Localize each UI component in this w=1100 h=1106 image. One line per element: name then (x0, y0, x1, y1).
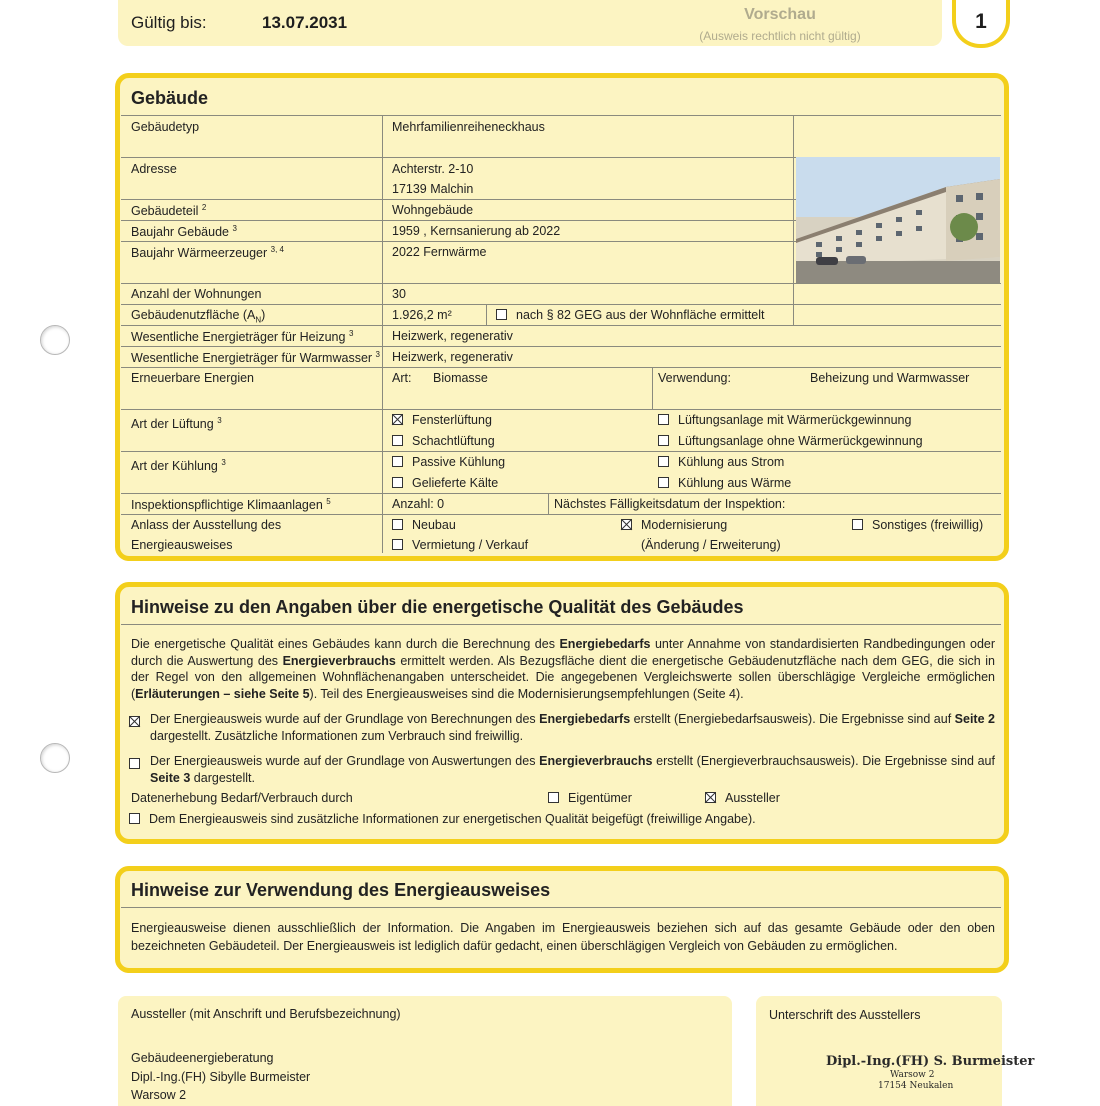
kuehlung-option-strom[interactable]: Kühlung aus Strom (658, 455, 784, 469)
anlass-option-sonstiges[interactable]: Sonstiges (freiwillig) (852, 518, 983, 532)
verwendung-text: Energieausweise dienen ausschließlich der Information. Die Angaben im Energieausweis beziehen sich auf das gesamte Gebäude oder den oben bezeichneten Gebäudeteil. Der Energieausweis ist lediglich dafür gedacht, einen überschlägigen Vergleich von Gebäuden zu ermöglichen. (131, 921, 995, 953)
checkbox-icon[interactable] (658, 477, 669, 488)
option-energiebedarf: Der Energieausweis wurde auf der Grundlage von Berechnungen des Energiebedarfs erstellt (Energiebedarfsausweis). Die Ergebnisse sind auf Seite 2 dargestellt. Zusätzliche Informationen zum Verbrauch sind freiwillig. (150, 712, 995, 743)
lueftung-option-schacht[interactable]: Schachtlüftung (392, 434, 495, 448)
kuehlung-option-kaelte[interactable]: Gelieferte Kälte (392, 476, 498, 490)
anlass-option-modernisierung[interactable]: Modernisierung (621, 518, 727, 532)
aussteller-line3: Warsow 2 (131, 1088, 187, 1102)
checkbox-icon[interactable] (392, 519, 403, 530)
baujahr-waermeerzeuger-value: 2022 Fernwärme (392, 245, 487, 259)
checkbox-icon[interactable] (129, 758, 140, 769)
gebaeudetyp-label: Gebäudetyp (131, 120, 200, 134)
punch-hole-icon (40, 743, 70, 773)
building-photo (796, 157, 1000, 283)
checkbox-icon[interactable] (658, 435, 669, 446)
baujahr-value: 1959 , Kernsanierung ab 2022 (392, 224, 561, 238)
checkbox-icon[interactable] (852, 519, 863, 530)
divider (121, 624, 1001, 625)
qualitaet-intro: Die energetische Qualität eines Gebäudes kann durch die Berechnung des Energiebedarfs unter Annahme von standardisierten Randbedingungen oder durch die Auswertung des Energieverbrauchs ermittelt werden. Als Bezugsfläche dient die energetische Gebäudenutzfläche nach dem GEG, die sich in der Regel von den allgemeinen Wohnflächenangaben unterscheidet. Die angegebenen Vergleichswerte sollen überschlägige Vergleiche ermöglichen (Erläuterungen – siehe Seite 5). Teil des Energieausweises sind die Modernisierungsempfehlungen (Seite 4). (131, 637, 996, 701)
kuehlung-label: Art der Kühlung $^3$ (131, 458, 226, 474)
lueftung-option-ohne-wrg[interactable]: Lüftungsanlage ohne Wärmerückgewinnung (658, 434, 923, 448)
wohnungen-label: Anzahl der Wohnungen (131, 287, 262, 301)
aussteller-line2: Dipl.-Ing.(FH) Sibylle Burmeister (131, 1070, 311, 1084)
nutzflaeche-value: 1.926,2 m² (392, 308, 452, 322)
checkbox-icon[interactable] (496, 309, 507, 320)
aussteller-label: Aussteller (mit Anschrift und Berufsbezeichnung) (131, 1007, 401, 1021)
page-number: 1 (952, 0, 1010, 48)
checkbox-icon[interactable] (658, 414, 669, 425)
preview-note: (Ausweis rechtlich nicht gültig) (699, 29, 861, 43)
hinweise-qualitaet-title: Hinweise zu den Angaben über die energetische Qualität des Gebäudes (131, 597, 744, 617)
stamp-name: Dipl.-Ing.(FH) S. Burmeister (826, 1054, 1035, 1069)
erneuerbar-label: Erneuerbare Energien (131, 371, 254, 385)
art-label: Art: (392, 371, 412, 385)
checkbox-icon[interactable] (658, 456, 669, 467)
checkbox-checked-icon[interactable] (392, 414, 403, 425)
wohnungen-value: 30 (392, 287, 406, 301)
klima-faellig: Nächstes Fälligkeitsdatum der Inspektion: (554, 497, 786, 511)
heizung-value: Heizwerk, regenerativ (392, 329, 513, 343)
gebaeude-title: Gebäude (131, 88, 209, 108)
kuehlung-option-passiv[interactable]: Passive Kühlung (392, 455, 505, 469)
datenerhebung-label: Datenerhebung Bedarf/Verbrauch durch (131, 791, 353, 805)
baujahr-label: Baujahr Gebäude $^3$ (131, 224, 237, 240)
hinweise-verwendung-title: Hinweise zur Verwendung des Energieausweises (131, 880, 551, 900)
heizung-label: Wesentliche Energieträger für Heizung $^3$ (131, 329, 354, 345)
gebaeudeteil-label: Gebäudeteil $^2$ (131, 203, 207, 219)
checkbox-icon[interactable] (392, 539, 403, 550)
checkbox-checked-icon[interactable] (621, 519, 632, 530)
datenerhebung-aussteller[interactable]: Aussteller (705, 791, 780, 805)
valid-until-label: Gültig bis: (131, 13, 207, 32)
aussteller-line1: Gebäudeenergieberatung (131, 1051, 274, 1065)
warmwasser-value: Heizwerk, regenerativ (392, 350, 513, 364)
option-zusatzinfo[interactable]: Dem Energieausweis sind zusätzliche Informationen zur energetischen Qualität beigefügt (freiwillige Angabe). (129, 812, 756, 826)
art-value: Biomasse (433, 371, 488, 385)
klima-label: Inspektionspflichtige Klimaanlagen $^5$ (131, 497, 331, 513)
anlass-label-2: Energieausweises (131, 538, 233, 552)
anlass-option-vermietung[interactable]: Vermietung / Verkauf (392, 538, 528, 552)
punch-hole-icon (40, 325, 70, 355)
anlass-label-1: Anlass der Ausstellung des (131, 518, 282, 532)
verwendung-value: Beheizung und Warmwasser (810, 371, 970, 385)
checkbox-icon[interactable] (392, 456, 403, 467)
stamp-line3: 17154 Neukalen (878, 1081, 954, 1091)
checkbox-icon[interactable] (548, 792, 559, 803)
valid-until-date: 13.07.2031 (262, 13, 348, 32)
lueftung-label: Art der Lüftung $^3$ (131, 416, 222, 432)
building-illustration-icon (796, 157, 1000, 283)
baujahr-waermeerzeuger-label: Baujahr Wärmeerzeuger $^{3, 4}$ (131, 245, 284, 261)
anlass-option-modernisierung-sub: (Änderung / Erweiterung) (641, 538, 781, 552)
lueftung-option-fenster[interactable]: Fensterlüftung (392, 413, 492, 427)
option-energieverbrauch: Der Energieausweis wurde auf der Grundlage von Auswertungen des Energieverbrauchs erstellt (Energieverbrauchsausweis). Die Ergebnisse sind auf Seite 3 dargestellt. (150, 754, 995, 785)
anlass-option-neubau[interactable]: Neubau (392, 518, 456, 532)
divider (121, 907, 1001, 908)
gebaeudetyp-value: Mehrfamilienreiheneckhaus (392, 120, 545, 134)
nutzflaeche-option[interactable]: nach § 82 GEG aus der Wohnfläche ermittelt (496, 308, 765, 322)
kuehlung-option-waerme[interactable]: Kühlung aus Wärme (658, 476, 791, 490)
preview-title: Vorschau (744, 6, 816, 23)
klima-anzahl: Anzahl: 0 (392, 497, 445, 511)
gebaeudeteil-value: Wohngebäude (392, 203, 474, 217)
checkbox-icon[interactable] (392, 477, 403, 488)
warmwasser-label: Wesentliche Energieträger für Warmwasser $^3$ (131, 350, 380, 366)
adresse-line2: 17139 Malchin (392, 182, 474, 196)
checkbox-checked-icon[interactable] (705, 792, 716, 803)
stamp-line2: Warsow 2 (890, 1070, 935, 1080)
checkbox-checked-icon[interactable] (129, 716, 140, 727)
checkbox-icon[interactable] (392, 435, 403, 446)
nutzflaeche-label: Gebäudenutzfläche $(A_N)$ (131, 308, 266, 325)
adresse-line1: Achterstr. 2-10 (392, 162, 474, 176)
unterschrift-label: Unterschrift des Ausstellers (769, 1008, 921, 1022)
checkbox-icon[interactable] (129, 813, 140, 824)
lueftung-option-mit-wrg[interactable]: Lüftungsanlage mit Wärmerückgewinnung (658, 413, 911, 427)
adresse-label: Adresse (131, 162, 177, 176)
verwendung-label: Verwendung: (658, 371, 731, 385)
datenerhebung-eigentuemer[interactable]: Eigentümer (548, 791, 632, 805)
